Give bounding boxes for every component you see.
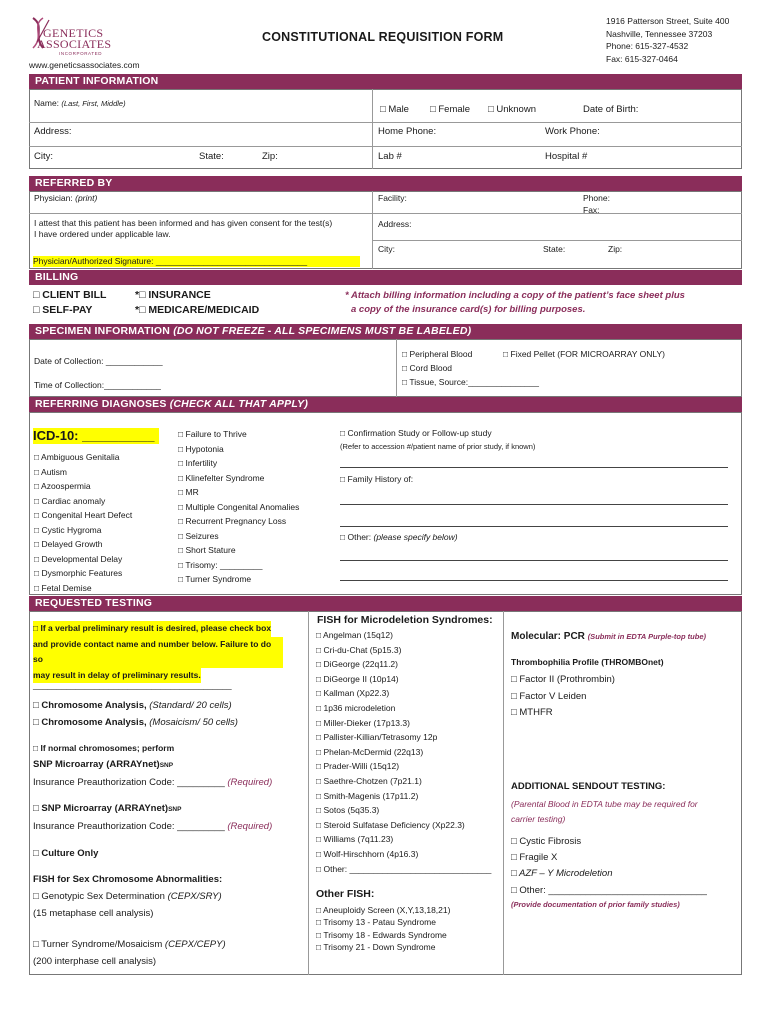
diagnosis-item[interactable]: □ Ambiguous Genitalia (34, 452, 120, 462)
sex-male-checkbox[interactable]: □ Male (380, 104, 409, 115)
fish-micro-item[interactable]: □ Phelan-McDermid (22q13) (316, 746, 424, 757)
diagnosis-item[interactable]: □ Failure to Thrive (178, 429, 247, 439)
fixed-pellet-checkbox[interactable]: □ Fixed Pellet (FOR MICROARRAY ONLY) (503, 349, 665, 359)
diagnosis-item[interactable]: □ Hypotonia (178, 443, 224, 454)
self-pay-checkbox[interactable]: □ SELF-PAY (33, 304, 93, 316)
address-line1: 1916 Patterson Street, Suite 400 (606, 16, 730, 26)
other-fish-item[interactable]: □ Trisomy 18 - Edwards Syndrome (316, 929, 447, 940)
referring-state-field[interactable]: State: (543, 244, 566, 254)
other-fish-item[interactable]: □ Aneuploidy Screen (X,Y,13,18,21) (316, 905, 451, 915)
referring-address-field[interactable]: Address: (378, 219, 412, 229)
work-phone-field[interactable]: Work Phone: (545, 126, 600, 137)
preauth-code-field-2[interactable]: Insurance Preauthorization Code: _________ (Required) (33, 821, 273, 832)
peripheral-blood-checkbox[interactable]: □ Peripheral Blood (402, 349, 473, 359)
genotypic-sex-checkbox[interactable]: □ Genotypic Sex Determination (CEPX/SRY) (33, 891, 222, 902)
fish-micro-item[interactable]: □ DiGeorge II (10p14) (316, 673, 399, 684)
molecular-pcr-heading: Molecular: PCR (Submit in EDTA Purple-top tube) (511, 631, 707, 642)
fish-micro-item[interactable]: □ Saethre-Chotzen (7p21.1) (316, 775, 422, 786)
diagnosis-item[interactable]: □ Trisomy: _________ (178, 559, 263, 570)
other-fish-heading: Other FISH: (316, 888, 375, 900)
medicare-checkbox[interactable]: *□ MEDICARE/MEDICAID (135, 304, 260, 316)
diagnosis-item[interactable]: □ Cardiac anomaly (34, 495, 106, 506)
signature-field[interactable]: Physician/Authorized Signature: ________________________________ (33, 256, 360, 267)
diagnosis-item[interactable]: □ Cystic Hygroma (34, 524, 102, 535)
name-field[interactable]: Name: (Last, First, Middle) (34, 98, 126, 108)
chromosome-standard-checkbox[interactable]: □ Chromosome Analysis, (Standard/ 20 cells) (33, 700, 232, 711)
fish-micro-item[interactable]: □ Kallman (Xp22.3) (316, 688, 390, 699)
logo-text-sub: INCORPORATED (59, 51, 103, 56)
sendout-heading: ADDITIONAL SENDOUT TESTING: (511, 781, 666, 792)
dob-field[interactable]: Date of Birth: (583, 104, 639, 115)
turner-mosaicism-checkbox[interactable]: □ Turner Syndrome/Mosaicism (CEPX/CEPY) (33, 939, 226, 950)
state-field[interactable]: State: (199, 151, 224, 162)
insurance-checkbox[interactable]: *□ INSURANCE (135, 289, 211, 301)
fish-micro-item[interactable]: □ Angelman (15q12) (316, 630, 393, 640)
fish-micro-item[interactable]: □ Sotos (5q35.3) (316, 805, 380, 816)
sex-female-checkbox[interactable]: □ Female (430, 104, 471, 115)
diagnosis-item[interactable]: □ Fetal Demise (34, 582, 92, 593)
fish-micro-item[interactable]: □ Prader-Willi (15q12) (316, 761, 400, 772)
section-requested-testing: REQUESTED TESTING (29, 596, 742, 611)
client-bill-checkbox[interactable]: □ CLIENT BILL (33, 289, 107, 301)
home-phone-field[interactable]: Home Phone: (378, 126, 437, 137)
fish-micro-item[interactable]: □ DiGeorge (22q11.2) (316, 659, 398, 670)
section-patient-information: PATIENT INFORMATION (29, 74, 742, 89)
metaphase-note: (15 metaphase cell analysis) (33, 908, 154, 919)
fish-micro-item[interactable]: □ Cri-du-Chat (5p15.3) (316, 644, 402, 655)
tissue-checkbox[interactable]: □ Tissue, Source:_______________ (402, 377, 539, 387)
logo (29, 16, 119, 56)
date-of-collection-field[interactable]: Date of Collection: ____________ (34, 356, 163, 366)
attestation-text: I attest that this patient has been informed and has given consent for the test(s) I have ordered under applicable law. (34, 218, 333, 239)
fish-micro-item[interactable]: □ Williams (7q11.23) (316, 834, 394, 845)
fish-micro-heading: FISH for Microdeletion Syndromes: (317, 614, 493, 626)
interphase-note: (200 interphase cell analysis) (33, 956, 157, 967)
diagnosis-item[interactable]: □ Developmental Delay (34, 553, 123, 564)
thrombophilia-item[interactable]: □ MTHFR (511, 707, 553, 718)
lab-phone: Phone: 615-327-4532 (606, 41, 689, 51)
fish-micro-item[interactable]: □ Miller-Dieker (17p13.3) (316, 717, 410, 728)
billing-note: * Attach billing information including a copy of the patient’s face sheet plus a copy of the insurance card(s) for billing purposes. (345, 290, 685, 315)
sendout-item[interactable]: □ AZF – Y Microdeletion (511, 868, 613, 880)
diagnosis-item[interactable]: □ Turner Syndrome (178, 574, 252, 584)
referring-zip-field[interactable]: Zip: (608, 244, 623, 254)
family-history-checkbox[interactable]: □ Family History of: (340, 474, 414, 484)
logo-text-associates: ASSOCIATES (37, 37, 112, 51)
sendout-item[interactable]: □ Other: ______________________________ (511, 884, 707, 896)
diagnosis-item[interactable]: □ Infertility (178, 458, 218, 468)
icd10-field[interactable]: ICD-10: __________ (33, 428, 159, 444)
diagnosis-item[interactable]: □ Multiple Congenital Anomalies (178, 501, 300, 512)
sendout-item[interactable]: □ Cystic Fibrosis (511, 836, 582, 847)
diagnosis-item[interactable]: □ Seizures (178, 530, 219, 541)
sendout-item[interactable]: □ Fragile X (511, 852, 558, 864)
page-title: CONSTITUTIONAL REQUISITION FORM (262, 30, 504, 44)
diagnosis-item[interactable]: □ Autism (34, 466, 68, 477)
confirmation-study-checkbox[interactable]: □ Confirmation Study or Follow-up study (340, 428, 492, 438)
section-referring-diagnoses: REFERRING DIAGNOSES (CHECK ALL THAT APPLY) (29, 397, 742, 412)
fish-micro-item[interactable]: □ Other: ______________________________ (316, 863, 492, 874)
referring-phone-field[interactable]: Phone: (583, 193, 610, 203)
cord-blood-checkbox[interactable]: □ Cord Blood (402, 363, 453, 373)
hospital-number-field[interactable]: Hospital # (545, 151, 588, 162)
sendout-documentation-note: (Provide documentation of prior family studies) (511, 900, 680, 909)
fish-micro-item[interactable]: □ Steroid Sulfatase Deficiency (Xp22.3) (316, 819, 465, 830)
sex-unknown-checkbox[interactable]: □ Unknown (488, 104, 536, 115)
if-normal-checkbox[interactable]: □ If normal chromosomes; perform (33, 743, 175, 753)
diagnosis-item[interactable]: □ Dysmorphic Features (34, 568, 123, 578)
fish-micro-item[interactable]: □ 1p36 microdeletion (316, 702, 396, 713)
culture-only-checkbox[interactable]: □ Culture Only (33, 848, 99, 859)
diagnosis-item[interactable]: □ Klinefelter Syndrome (178, 472, 265, 483)
thrombophilia-item[interactable]: □ Factor V Leiden (511, 690, 587, 702)
section-billing: BILLING (29, 270, 742, 285)
snp-microarray-label: SNP Microarray (ARRAYnet)SNP (33, 759, 174, 770)
sendout-list (511, 834, 707, 899)
city-field[interactable]: City: (34, 151, 53, 162)
diagnosis-item[interactable]: □ Azoospermia (34, 481, 91, 491)
diagnosis-item[interactable]: □ Congenital Heart Defect (34, 510, 133, 520)
section-specimen-information: SPECIMEN INFORMATION (DO NOT FREEZE - ALL SPECIMENS MUST BE LABELED) (29, 324, 742, 339)
time-of-collection-field[interactable]: Time of Collection:____________ (34, 380, 161, 390)
website[interactable]: www.geneticsassociates.com (29, 60, 140, 70)
lab-number-field[interactable]: Lab # (378, 151, 402, 162)
referring-city-field[interactable]: City: (378, 244, 395, 254)
fish-micro-list (316, 628, 491, 876)
sendout-note: (Parental Blood in EDTA tube may be required for carrier testing) (511, 799, 698, 824)
diagnosis-item[interactable]: □ Recurrent Pregnancy Loss (178, 516, 287, 526)
address-field[interactable]: Address: (34, 126, 72, 137)
other-fish-item[interactable]: □ Trisomy 21 - Down Syndrome (316, 941, 436, 952)
fish-micro-item[interactable]: □ Wolf-Hirschhorn (4p16.3) (316, 848, 419, 859)
verbal-result-note[interactable]: □ If a verbal preliminary result is desired, please check box and provide contact name and number below. Failure to do so may result in delay of preliminary results. (33, 621, 283, 683)
diagnosis-item[interactable]: □ MR (178, 487, 199, 497)
diagnosis-item[interactable]: □ Delayed Growth (34, 539, 103, 549)
physician-field[interactable]: Physician: (print) (34, 193, 98, 203)
chromosome-mosaicism-checkbox[interactable]: □ Chromosome Analysis, (Mosaicism/ 50 cells) (33, 717, 238, 728)
logo-text-genetics: GENETICS (43, 26, 104, 40)
lab-fax: Fax: 615-327-0464 (606, 53, 678, 64)
thrombophilia-item[interactable]: □ Factor II (Prothrombin) (511, 674, 615, 685)
lab-address (606, 15, 729, 65)
fish-micro-item[interactable]: □ Pallister-Killian/Tetrasomy 12p (316, 732, 438, 743)
contact-line[interactable]: __________________________________________ (33, 680, 232, 690)
facility-field[interactable]: Facility: (378, 193, 407, 203)
zip-field[interactable]: Zip: (262, 151, 278, 162)
section-referred-by: REFERRED BY (29, 176, 742, 191)
other-diagnosis-checkbox[interactable]: □ Other: (please specify below) (340, 532, 458, 542)
referring-fax-field[interactable]: Fax: (583, 205, 600, 215)
diagnosis-item[interactable]: □ Short Stature (178, 545, 236, 555)
preauth-code-field-1[interactable]: Insurance Preauthorization Code: _________ (Required) (33, 777, 273, 788)
snp-microarray-checkbox[interactable]: □ SNP Microarray (ARRAYnet)SNP (33, 803, 182, 814)
diagnoses-col1 (34, 450, 132, 595)
thrombophilia-list (511, 672, 615, 722)
fish-micro-item[interactable]: □ Smith-Magenis (17p11.2) (316, 790, 419, 801)
thrombophilia-heading: Thrombophilia Profile (THROMBOnet) (511, 657, 664, 667)
address-line2: Nashville, Tennessee 37203 (606, 28, 713, 39)
fish-sex-heading: FISH for Sex Chromosome Abnormalities: (33, 874, 223, 885)
other-fish-item[interactable]: □ Trisomy 13 - Patau Syndrome (316, 917, 436, 928)
diagnoses-col2 (178, 427, 299, 587)
other-fish-list (316, 904, 450, 953)
refer-accession-note: (Refer to accession #/patient name of prior study, if known) (340, 442, 536, 451)
